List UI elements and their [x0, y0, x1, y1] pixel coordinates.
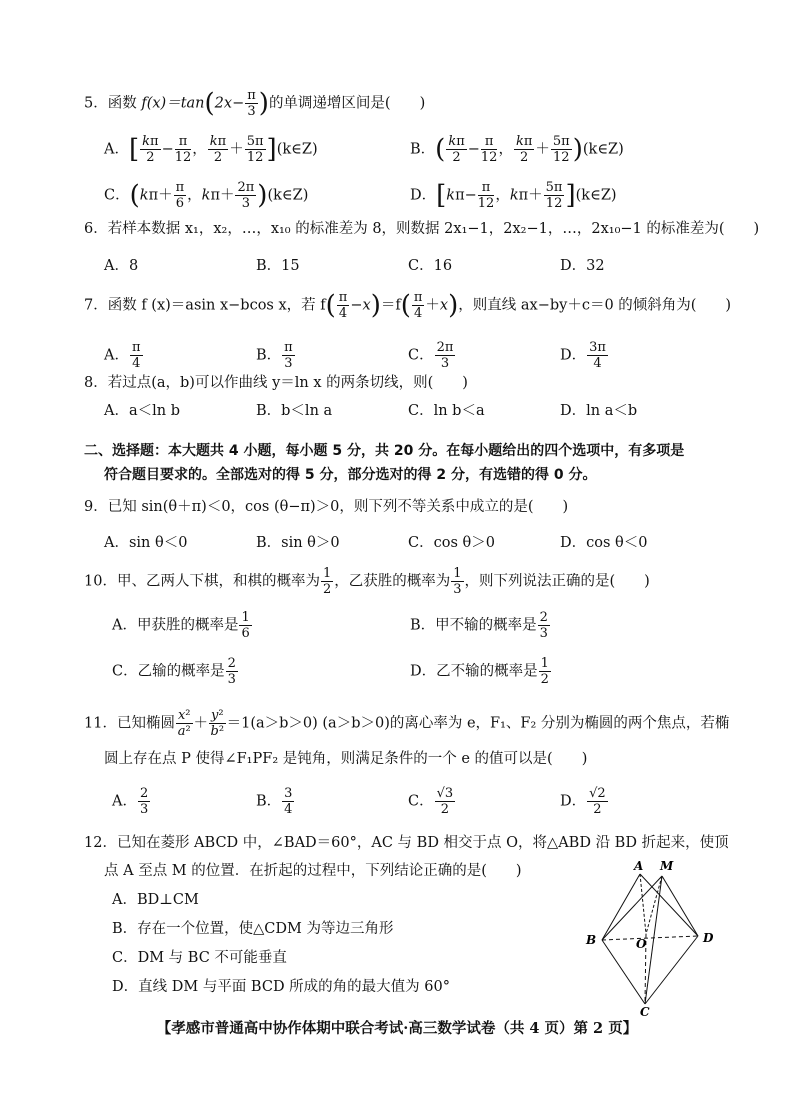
- rhombus-fold-diagram: [580, 856, 730, 1016]
- question-5-option-b: B．( $\frac{k\pi}{2}$ − $\frac{\pi}{12}$ ， $\frac{k\pi}{2}$ ＋ $\frac{5\pi}{12}$ )(k∈Z): [410, 134, 624, 165]
- question-6-option-a: A．8: [104, 258, 139, 274]
- question-8-option-a: A．a＜ln b: [104, 403, 180, 419]
- question-7-stem: 7．函数 f (x)＝asin x−bcos x，若 f( $\frac{\pi}{4}$ −x)＝f( $\frac{\pi}{4}$ ＋x)，则直线 ax−by＋c＝0 的倾斜角为( ): [84, 290, 732, 321]
- question-6-option-d: D．32: [560, 258, 605, 274]
- question-6-stem: 6．若样本数据 x₁，x₂，…，x₁₀ 的标准差为 8，则数据 2x₁−1，2x₂−1，…，2x₁₀−1 的标准差为( ): [84, 221, 760, 237]
- question-11-option-b: B． $\frac{3}{4}$: [256, 786, 293, 817]
- page-footer: 【孝感市普通高中协作体期中联合考试·高三数学试卷（共 4 页）第 2 页】: [156, 1020, 638, 1037]
- label-b: B: [586, 933, 597, 947]
- question-11-option-d: D． $\frac{√2}{2}$: [560, 786, 606, 817]
- question-10-option-d: D．乙不输的概率是 $\frac{1}{2}$: [410, 656, 549, 687]
- question-9-option-d: D．cos θ＜0: [560, 535, 648, 551]
- question-12-option-c: C．DM 与 BC 不可能垂直: [112, 950, 287, 966]
- question-6-option-b: B．15: [256, 258, 300, 274]
- question-12-stem: 12．已知在菱形 ABCD 中，∠BAD＝60°，AC 与 BD 相交于点 O，将△ABD 沿 BD 折起来，使顶: [84, 835, 729, 851]
- question-7-option-a: A． $\frac{\pi}{4}$: [104, 340, 141, 371]
- question-8-stem: 8．若过点(a，b)可以作曲线 y＝ln x 的两条切线，则( ): [84, 375, 468, 391]
- question-7-option-c: C． $\frac{2\pi}{3}$: [408, 340, 454, 371]
- question-11-option-c: C． $\frac{√3}{2}$: [408, 786, 454, 817]
- question-11-stem-line2: 圆上存在点 P 使得∠F₁PF₂ 是钝角，则满足条件的一个 e 的值可以是( ): [104, 751, 588, 767]
- question-12-stem-line2: 点 A 至点 M 的位置．在折起的过程中，下列结论正确的是( ): [104, 863, 522, 879]
- question-9-stem: 9．已知 sin(θ＋π)＜0，cos (θ−π)＞0，则下列不等关系中成立的是( ): [84, 499, 569, 515]
- question-7-option-b: B． $\frac{\pi}{3}$: [256, 340, 293, 371]
- question-7-option-d: D． $\frac{3\pi}{4}$: [560, 340, 606, 371]
- question-8-option-c: C．ln b＜a: [408, 403, 485, 419]
- question-11-stem: 11．已知椭圆 $\frac{\text{x²}}{\text{a²}}$ ＋ $\frac{\text{y²}}{\text{b²}}$ ＝1(a＞b＞0) (a＞b＞0)的离心率为 e，F₁、F₂ 分别为椭圆的两个焦点，若椭: [84, 708, 730, 739]
- label-m: M: [660, 859, 674, 873]
- question-9-option-b: B．sin θ＞0: [256, 535, 340, 551]
- question-12-option-a: A．BD⊥CM: [112, 892, 199, 908]
- label-o: O: [636, 937, 647, 951]
- question-10-option-c: C．乙输的概率是 $\frac{2}{3}$: [112, 656, 236, 687]
- question-8-option-b: B．b＜ln a: [256, 403, 333, 419]
- question-5-option-d: D．[kπ− $\frac{\pi}{12}$ ，kπ＋ $\frac{5\pi}{12}$ ](k∈Z): [410, 180, 617, 211]
- question-8-option-d: D．ln a＜b: [560, 403, 638, 419]
- question-12-option-b: B．存在一个位置，使△CDM 为等边三角形: [112, 921, 394, 937]
- question-6-option-c: C．16: [408, 258, 453, 274]
- question-11-option-a: A． $\frac{2}{3}$: [112, 786, 149, 817]
- question-10-option-b: B．甲不输的概率是 $\frac{2}{3}$: [410, 610, 548, 641]
- label-d: D: [703, 931, 714, 945]
- section-2-heading: 二、选择题：本大题共 4 小题，每小题 5 分，共 20 分。在每小题给出的四个选项中，有多项是: [84, 443, 685, 459]
- question-12-option-d: D．直线 DM 与平面 BCD 所成的角的最大值为 60°: [112, 979, 450, 995]
- label-c: C: [640, 1005, 650, 1016]
- question-10-option-a: A．甲获胜的概率是 $\frac{1}{6}$: [112, 610, 250, 641]
- question-10-stem: 10．甲、乙两人下棋，和棋的概率为 $\frac{1}{2}$ ，乙获胜的概率为 $\frac{1}{3}$ ，则下列说法正确的是( ): [84, 566, 650, 597]
- section-2-instructions: 符合题目要求的。全部选对的得 5 分，部分选对的得 2 分，有选错的得 0 分。: [104, 467, 597, 483]
- question-9-option-c: C．cos θ＞0: [408, 535, 495, 551]
- question-5-stem: 5．函数 f(x)＝tan(2x− $\frac{\pi}{3}$ )的单调递增区间是( ): [84, 88, 426, 119]
- question-9-option-a: A．sin θ＜0: [104, 535, 188, 551]
- question-5-option-a: A．[ $\frac{k\pi}{2}$ − $\frac{\pi}{12}$ ， $\frac{k\pi}{2}$ ＋ $\frac{5\pi}{12}$ ](k∈Z): [104, 134, 318, 165]
- label-a: A: [634, 859, 644, 873]
- question-5-option-c: C．(kπ＋ $\frac{\pi}{6}$ ，kπ＋ $\frac{2\pi}{3}$ )(k∈Z): [104, 180, 309, 211]
